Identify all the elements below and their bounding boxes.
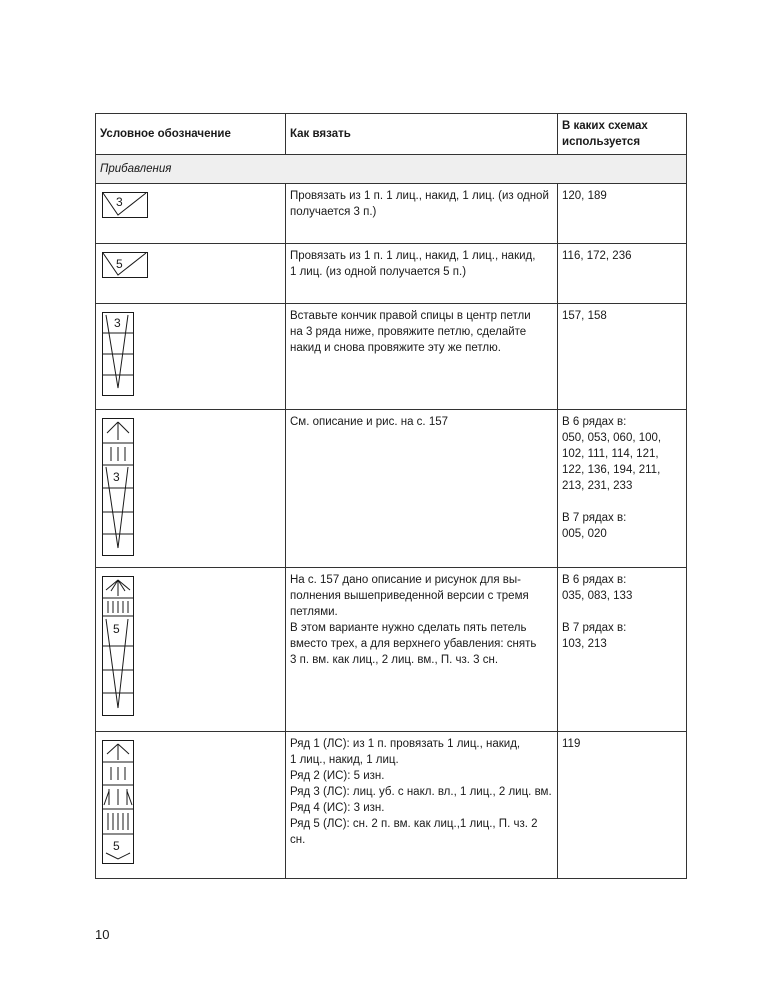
symbol-cell — [96, 184, 286, 244]
symbols-table — [95, 113, 687, 879]
how-cell: Вставьте кончик правой спицы в центр петли на 3 ряда ниже, провяжите петлю, сделайте накид и снова провяжите эту же петлю. — [286, 304, 558, 410]
table-row — [96, 568, 687, 732]
increase-5-from-1-icon — [102, 252, 148, 278]
table-row — [96, 410, 687, 568]
header-charts: В каких схемах используется — [558, 114, 687, 155]
charts-cell: 120, 189 — [558, 184, 687, 244]
bobble-3-icon — [102, 418, 134, 556]
table-row — [96, 244, 687, 304]
symbol-cell — [96, 244, 286, 304]
svg-text:3: 3 — [116, 195, 123, 209]
how-cell: См. описание и рис. на с. 157 — [286, 410, 558, 568]
section-row — [96, 155, 687, 184]
symbol-cell — [96, 568, 286, 732]
symbol-cell — [96, 410, 286, 568]
charts-cell: 116, 172, 236 — [558, 244, 687, 304]
charts-cell: 119 — [558, 732, 687, 879]
svg-text:3: 3 — [114, 316, 121, 330]
how-cell: Ряд 1 (ЛС): из 1 п. провязать 1 лиц., накид, 1 лиц., накид, 1 лиц. Ряд 2 (ИС): 5 изн. Ряд 3 (ЛС): лиц. уб. с накл. вл., 1 лиц., 2 лиц. вм. Ряд 4 (ИС): 3 изн. Ряд 5 (ЛС): сн. 2 п. вм. как лиц.,1 лиц., П. чз. 2 сн. — [286, 732, 558, 879]
table-row — [96, 184, 687, 244]
table-row — [96, 732, 687, 879]
header-how: Как вязать — [286, 114, 558, 155]
section-title: Прибавления — [96, 155, 687, 184]
bobble-5-rows-icon — [102, 740, 134, 864]
how-cell: Провязать из 1 п. 1 лиц., накид, 1 лиц., накид, 1 лиц. (из одной получается 5 п.) — [286, 244, 558, 304]
increase-3-rows-below-icon — [102, 312, 134, 396]
symbol-cell — [96, 732, 286, 879]
bobble-5-icon — [102, 576, 134, 716]
header-symbol: Условное обозначение — [96, 114, 286, 155]
charts-cell: 157, 158 — [558, 304, 687, 410]
increase-3-from-1-icon — [102, 192, 148, 218]
table-row — [96, 304, 687, 410]
table-header-row — [96, 114, 687, 155]
charts-cell: В 6 рядах в: 035, 083, 133 В 7 рядах в: 103, 213 — [558, 568, 687, 732]
svg-text:5: 5 — [113, 839, 120, 853]
how-cell: На с. 157 дано описание и рисунок для вы- полнения вышеприведенной версии с тремя петлями. В этом варианте нужно сделать пять петель вместо трех, а для верхнего убавления: снять 3 п. вм. как лиц., 2 лиц. вм., П. чз. 3 сн. — [286, 568, 558, 732]
symbol-cell — [96, 304, 286, 410]
svg-text:5: 5 — [116, 257, 123, 271]
how-cell: Провязать из 1 п. 1 лиц., накид, 1 лиц. (из одной получается 3 п.) — [286, 184, 558, 244]
svg-text:3: 3 — [113, 470, 120, 484]
charts-cell: В 6 рядах в: 050, 053, 060, 100, 102, 111, 114, 121, 122, 136, 194, 211, 213, 231, 233 В 7 рядах в: 005, 020 — [558, 410, 687, 568]
page-number: 10 — [95, 927, 110, 942]
svg-text:5: 5 — [113, 622, 120, 636]
